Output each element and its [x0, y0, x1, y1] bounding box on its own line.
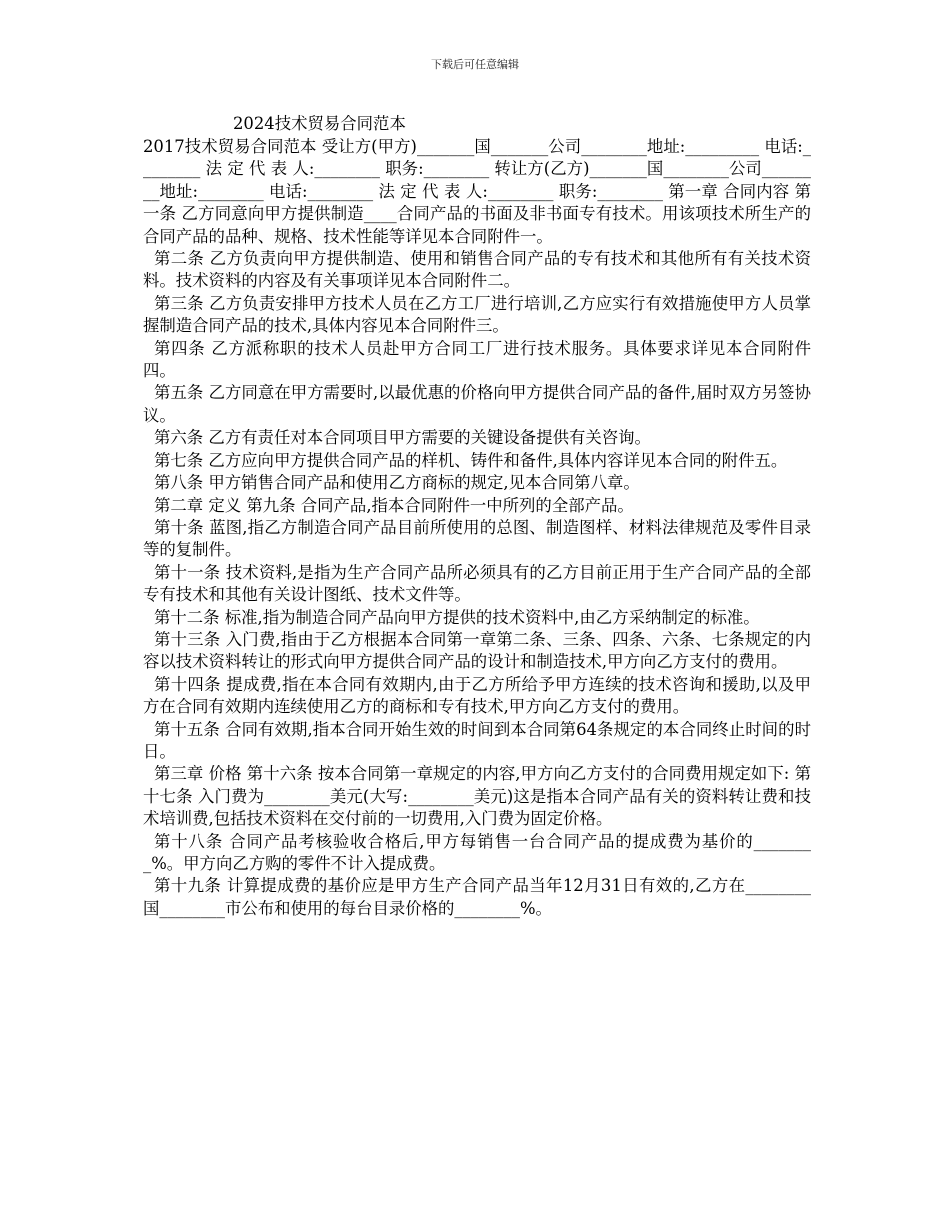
paragraph: 第十一条 技术资料,是指为生产合同产品所必须具有的乙方目前正用于生产合同产品的全部专有技术和其他有关设计图纸、技术文件等。	[143, 562, 811, 605]
document-body	[143, 112, 811, 920]
paragraph: 第二章 定义 第九条 合同产品,指本合同附件一中所列的全部产品。	[154, 495, 634, 515]
paragraph: 第十八条 合同产品考核验收合格后,甲方每销售一台合同产品的提成费为基价的________%。甲方向乙方购的零件不计入提成费。	[143, 831, 811, 873]
paragraph: 第八条 甲方销售合同产品和使用乙方商标的规定,见本合同第八章。	[154, 473, 640, 493]
paragraph: 第七条 乙方应向甲方提供合同产品的样机、铸件和备件,具体内容详见本合同的附件五。	[154, 450, 788, 470]
paragraph: 第十条 蓝图,指乙方制造合同产品目前所使用的总图、制造图样、材料法律规范及零件目录等的复制件。	[143, 517, 811, 560]
document-title: 2024技术贸易合同范本	[233, 114, 406, 133]
paragraph: 第十二条 标准,指为制造合同产品向甲方提供的技术资料中,由乙方采纳制定的标准。	[154, 607, 760, 627]
paragraph: 2017技术贸易合同范本 受让方(甲方)_______国_______公司________地址:_________ 电话:________ 法 定 代 表 人:________ 职务:________ 转让方(乙方)_______国________公司________地址:________ 电话:________ 法 定 代 表 人:________ 职务:________ 第一章 合同内容 第一条 乙方同意向甲方提供制造____合同产品的书面及非书面专有技术。用该项技术所生产的合同产品的品种、规格、技术性能等详见本合同附件一。	[143, 137, 811, 246]
paragraph: 第十三条 入门费,指由于乙方根据本合同第一章第二条、三条、四条、六条、七条规定的内容以技术资料转让的形式向甲方提供合同产品的设计和制造技术,甲方向乙方支付的费用。	[143, 629, 811, 672]
paragraph: 第三章 价格 第十六条 按本合同第一章规定的内容,甲方向乙方支付的合同费用规定如下: 第十七条 入门费为________美元(大写:________美元)这是指本合同产品有关的资料转让费和技术培训费,包括技术资料在交付前的一切费用,入门费为固定价格。	[143, 764, 811, 829]
paragraph: 第十四条 提成费,指在本合同有效期内,由于乙方所给予甲方连续的技术咨询和援助,以及甲方在合同有效期内连续使用乙方的商标和专有技术,甲方向乙方支付的费用。	[143, 674, 811, 717]
paragraph: 第十五条 合同有效期,指本合同开始生效的时间到本合同第64条规定的本合同终止时间的时日。	[143, 719, 811, 761]
paragraph: 第六条 乙方有责任对本合同项目甲方需要的关键设备提供有关咨询。	[154, 428, 651, 448]
paragraph: 第十九条 计算提成费的基价应是甲方生产合同产品当年12月31日有效的,乙方在________国________市公布和使用的每台目录价格的________%。	[143, 876, 811, 918]
header-note: 下载后可任意编辑	[431, 58, 519, 71]
paragraph: 第四条 乙方派称职的技术人员赴甲方合同工厂进行技术服务。具体要求详见本合同附件四。	[143, 338, 811, 381]
paragraph: 第二条 乙方负责向甲方提供制造、使用和销售合同产品的专有技术和其他所有有关技术资料。技术资料的内容及有关事项详见本合同附件二。	[143, 249, 811, 291]
paragraph: 第三条 乙方负责安排甲方技术人员在乙方工厂进行培训,乙方应实行有效措施使甲方人员掌握制造合同产品的技术,具体内容见本合同附件三。	[143, 293, 811, 336]
paragraph: 第五条 乙方同意在甲方需要时,以最优惠的价格向甲方提供合同产品的备件,届时双方另签协议。	[143, 383, 811, 425]
